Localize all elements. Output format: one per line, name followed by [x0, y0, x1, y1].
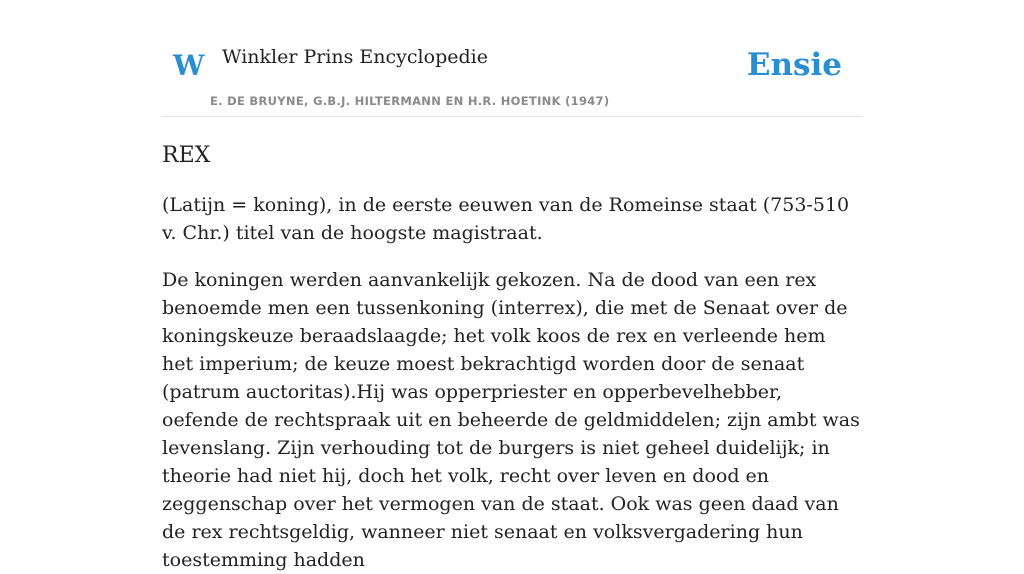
article-paragraph-intro: (Latijn = koning), in de eerste eeuwen van de Romeinse staat (753-510 v. Chr.) titel van de hoogste magistraat.	[162, 194, 850, 245]
page	[162, 0, 862, 574]
winkler-prins-logo[interactable]: W	[173, 49, 205, 82]
ensie-logo[interactable]: Ensie	[746, 47, 842, 83]
site-header	[162, 0, 862, 117]
source-authors: E. DE BRUYNE, G.B.J. HILTERMANN EN H.R. HOETINK (1947)	[210, 94, 610, 108]
source-title[interactable]: Winkler Prins Encyclopedie	[222, 46, 488, 68]
article-title: REX	[162, 143, 211, 168]
article-paragraph-body: De koningen werden aanvankelijk gekozen. Na de dood van een rex benoemde men een tussenkoning (interrex), die met de Senaat over de koningskeuze beraadslaagde; het volk koos de rex en verleende hem het imperium; de keuze moest bekrachtigd worden door de senaat (patrum auctoritas).Hij was opperpriester en opperbevelhebber, oefende de rechtspraak uit en beheerde de geldmiddelen; zijn ambt was levenslang. Zijn verhouding tot de burgers is niet geheel duidelijk; in theorie had niet hij, doch het volk, recht over leven en dood en zeggenschap over het vermogen van de staat. Ook was geen daad van de rex rechtsgeldig, wanneer niet senaat en volksvergadering hun toestemming hadden	[162, 269, 860, 572]
